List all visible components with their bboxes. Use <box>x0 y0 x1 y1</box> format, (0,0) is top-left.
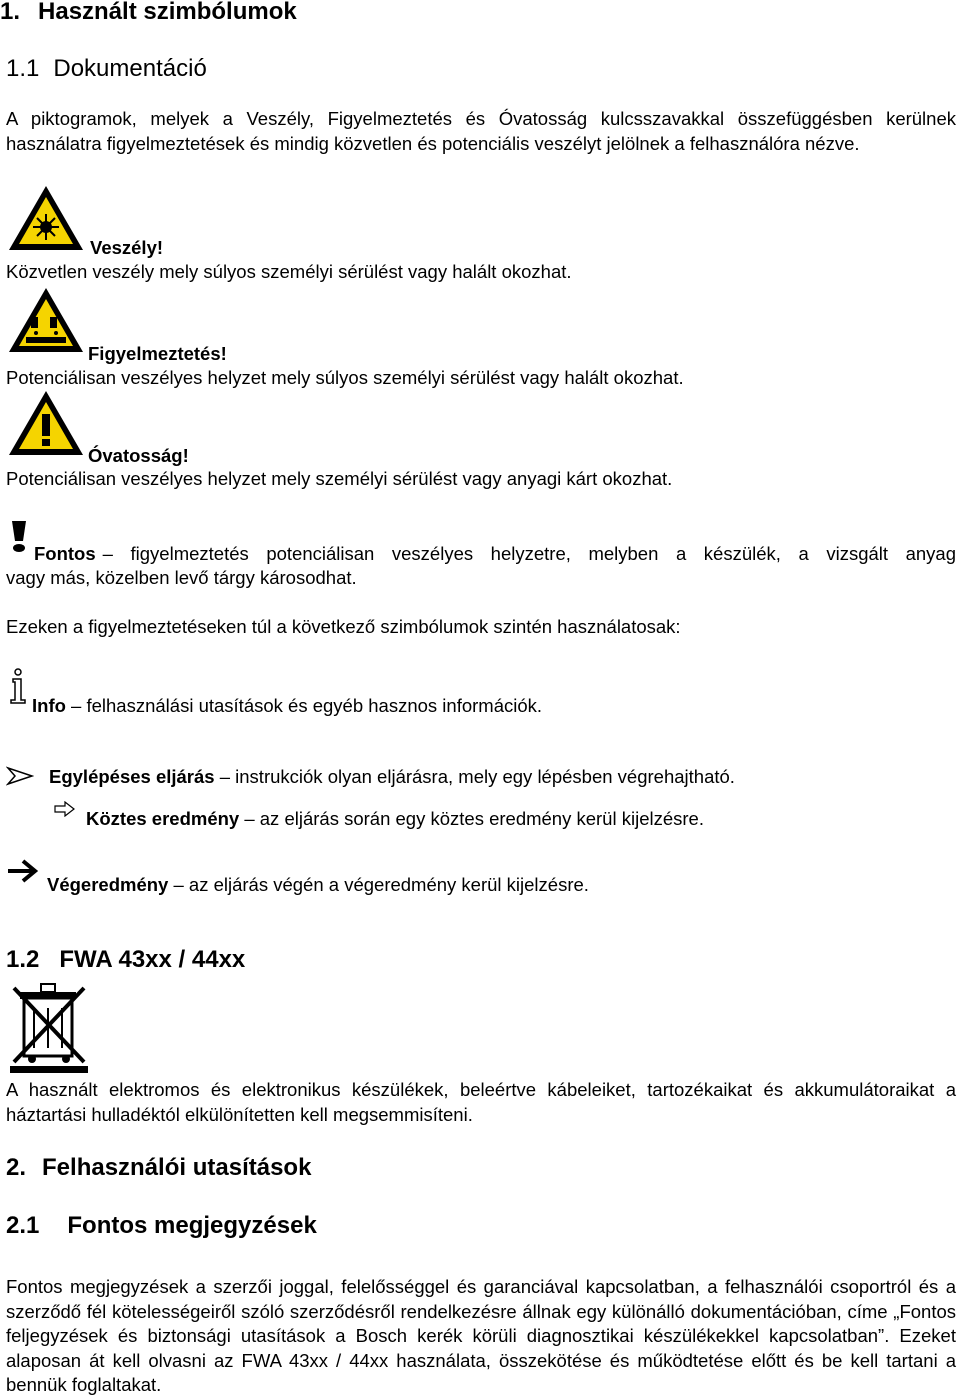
important-line-2: vagy más, közelben levő tárgy károsodhat. <box>6 567 357 588</box>
section-number: 1. <box>0 0 21 25</box>
section-title: Felhasználói utasítások <box>42 1154 312 1181</box>
caution-icon <box>6 388 86 458</box>
section-number: 1.1 <box>6 55 40 82</box>
section-title: Fontos megjegyzések <box>67 1212 317 1239</box>
danger-label: Veszély! <box>90 237 164 258</box>
info-text: – felhasználási utasítások és egyéb hasznos információk. <box>71 695 543 716</box>
warning-text: Potenciálisan veszélyes helyzet mely súlyos személyi sérülést vagy halált okozhat. <box>6 367 684 388</box>
section-1-heading <box>0 0 297 26</box>
section-number: 1.2 <box>6 946 40 973</box>
single-step-text: – instrukciók olyan eljárásra, mely egy lépésben végrehajtható. <box>219 766 735 787</box>
info-label: Info <box>32 695 66 716</box>
section-number: 2.1 <box>6 1212 40 1239</box>
intro-paragraph: A piktogramok, melyek a Veszély, Figyelmeztetés és Óvatosság kulcsszavakkal összefüggésben kerülnek használatra figyelmeztetések és mindig közvetlen és potenciális veszélyt jelölnek a felhasználóra nézve. <box>6 108 956 154</box>
info-line <box>32 695 542 717</box>
final-label: Végeredmény <box>47 874 169 895</box>
section-number: 2. <box>6 1154 27 1181</box>
final-text: – az eljárás végén a végeredmény kerül kijelzésre. <box>173 874 589 895</box>
info-icon <box>6 668 32 704</box>
important-text: – figyelmeztetés potenciálisan veszélyes helyzetre, melyben a készülék, a vizsgált anyag <box>102 543 956 564</box>
warning-label: Figyelmeztetés! <box>88 343 227 364</box>
single-step-label: Egylépéses eljárás <box>49 766 215 787</box>
section-title: Használt szimbólumok <box>38 0 297 25</box>
important-line-1 <box>34 543 956 565</box>
weee-paragraph: A használt elektromos és elektronikus készülékek, beleértve kábeleiket, tartozékaikat és akkumulátoraikat a háztartási hulladéktól elkülönítetten kell megsemmisíteni. <box>6 1079 956 1125</box>
danger-text: Közvetlen veszély mely súlyos személyi sérülést vagy halált okozhat. <box>6 261 572 282</box>
section-title: Dokumentáció <box>53 55 207 82</box>
section-2-1-heading <box>6 1212 317 1240</box>
arrowhead-icon <box>6 766 34 786</box>
section-2-heading <box>6 1154 311 1182</box>
section-1-2-heading <box>6 946 245 974</box>
single-step-line <box>49 766 735 788</box>
important-label: Fontos <box>34 543 96 564</box>
outline-arrow-icon <box>54 801 76 817</box>
final-line <box>47 874 589 896</box>
additional-text: Ezeken a figyelmeztetéseken túl a következő szimbólumok szintén használatosak: <box>6 616 681 637</box>
section-title: FWA 43xx / 44xx <box>59 946 246 973</box>
notes-paragraph: Fontos megjegyzések a szerzői joggal, felelősséggel és garanciával kapcsolatban, a felhasználói csoportról és a szerződő fél kötelességeiről szóló szerződésről rendelkezésre állnak egy különálló dokumentációban, címe „Fontos feljegyzések és biztonsági utasítások a Bosch kerék körüli diagnosztikai készülékekkel kapcsolatban”. Ezeket alaposan át kell olvasni az FWA 43xx / 44xx használata, összekötése és működtetése előtt és be kell tartani a bennük foglaltakat. <box>6 1276 956 1395</box>
danger-icon <box>6 183 86 253</box>
crossed-bin-icon <box>8 980 90 1074</box>
section-1-1-heading <box>6 55 207 83</box>
intermediate-label: Köztes eredmény <box>86 808 240 829</box>
caution-label: Óvatosság! <box>88 445 189 466</box>
right-arrow-icon <box>6 858 38 884</box>
intermediate-line <box>86 808 704 830</box>
caution-text: Potenciálisan veszélyes helyzet mely személyi sérülést vagy anyagi kárt okozhat. <box>6 468 673 489</box>
corrosive-warning-icon <box>6 285 86 355</box>
exclamation-icon <box>8 519 30 555</box>
intermediate-text: – az eljárás során egy köztes eredmény kerül kijelzésre. <box>244 808 704 829</box>
